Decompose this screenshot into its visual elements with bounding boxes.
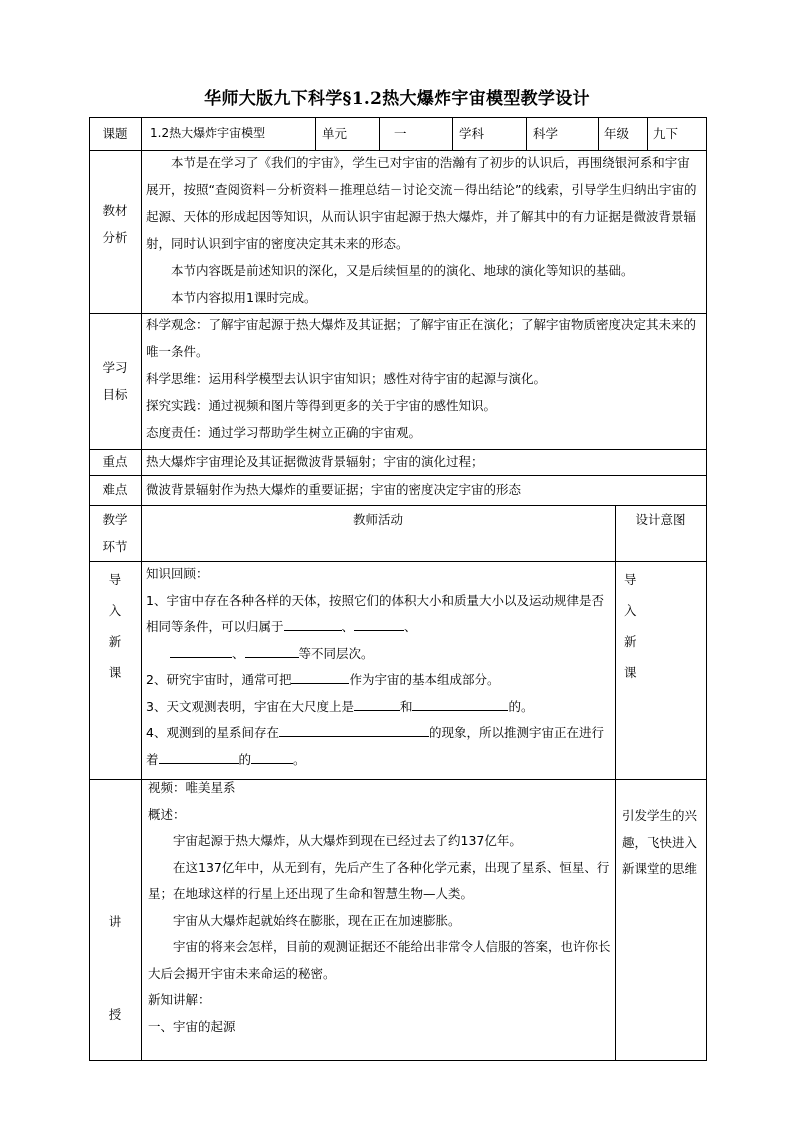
answer-blank[interactable] [412, 696, 508, 711]
answer-blank[interactable] [354, 616, 404, 631]
question-2: 2、研究宇宙时，通常可把 作为宇宙的基本组成部分。 [146, 667, 612, 694]
difficulty-text: 微波背景辐射作为热大爆炸的重要证据；宇宙的密度决定宇宙的形态 [146, 482, 522, 497]
stage-header: 教学 环节 [102, 512, 128, 554]
answer-blank[interactable] [291, 669, 349, 684]
subject-label: 学科 [459, 126, 485, 141]
analysis-paragraph: 本节内容拟用1课时完成。 [171, 290, 317, 305]
goal-item: 探究实践：通过视频和图片等得到更多的关于宇宙的感性知识。 [146, 398, 497, 413]
analysis-label: 教材 分析 [102, 203, 128, 245]
goals-content [146, 311, 704, 446]
unit-label: 单元 [322, 126, 348, 141]
section-heading: 一、宇宙的起源 [148, 1018, 236, 1034]
document-title: 华师大版九下科学§1.2热大爆炸宇宙模型教学设计 [204, 89, 590, 109]
intro-stage-label: 导 入 新 课 [108, 572, 122, 680]
analysis-content [146, 149, 702, 311]
lecture-stage-label-1: 讲 [108, 914, 122, 929]
intro-intent: 导 入 新 课 [624, 572, 637, 680]
lecture-paragraph: 宇宙的将来会怎样，目前的观测证据还不能给出非常令人信服的答案，也许你长大后会揭开宇宙未来命运的秘密。 [148, 939, 611, 981]
goals-label: 学习 目标 [102, 360, 128, 402]
key-text: 热大爆炸宇宙理论及其证据微波背景辐射；宇宙的演化过程； [146, 454, 484, 469]
grade-label: 年级 [604, 126, 630, 141]
question-4: 4、观测到的星系间存在 的现象，所以推测宇宙正在进行着 的 。 [146, 720, 612, 773]
new-knowledge-title: 新知讲解： [148, 992, 211, 1007]
answer-blank[interactable] [245, 643, 299, 658]
lecture-intent: 引发学生的兴趣，飞快进入新课堂的思维 [622, 808, 698, 876]
grade-value: 九下 [653, 126, 679, 141]
topic-label: 课题 [102, 126, 128, 141]
goal-item: 科学思维：运用科学模型去认识宇宙知识；感性对待宇宙的起源与演化。 [146, 371, 547, 386]
key-label: 重点 [102, 454, 128, 469]
answer-blank[interactable] [284, 616, 342, 631]
answer-blank[interactable] [170, 643, 232, 658]
unit-value: 一 [394, 126, 407, 141]
answer-blank[interactable] [159, 749, 239, 764]
goal-item: 态度责任：通过学习帮助学生树立正确的宇宙观。 [146, 425, 422, 440]
lecture-paragraph: 宇宙起源于热大爆炸，从大爆炸到现在已经过去了约137亿年。 [173, 833, 522, 848]
lecture-activity [148, 775, 614, 1040]
lecture-stage-label-2: 授 [108, 1007, 122, 1022]
answer-blank[interactable] [279, 722, 429, 737]
topic-value: 1.2热大爆炸宇宙模型 [150, 126, 266, 140]
subject-value: 科学 [533, 126, 559, 141]
goal-item: 科学观念：了解宇宙起源于热大爆炸及其证据；了解宇宙正在演化；了解宇宙物质密度决定其未来的唯一条件。 [146, 317, 697, 359]
teacher-activity-header: 教师活动 [352, 512, 403, 527]
video-line: 视频：唯美星系 [148, 780, 236, 795]
overview-title: 概述： [148, 806, 186, 822]
analysis-paragraph: 本节是在学习了《我们的宇宙》，学生已对宇宙的浩瀚有了初步的认识后，再围绕银河系和宇宙展开，按照“查阅资料－分析资料－推理总结－讨论交流－得出结论”的线索，引导学生归纳出宇宙的起源、天体的形成起因等知识，从而认识宇宙起源于热大爆炸，并了解其中的有力证据是微波背景辐射，同时认识到宇宙的密度决定其未来的形态。 [146, 155, 697, 251]
answer-blank[interactable] [251, 749, 293, 764]
question-3: 3、天文观测表明，宇宙在大尺度上是 和 的。 [146, 694, 612, 721]
lecture-paragraph: 在这137亿年中，从无到有，先后产生了各种化学元素，出现了星系、恒星、行星；在地球这样的行星上还出现了生命和智慧生物—人类。 [148, 859, 610, 901]
design-intent-header: 设计意图 [635, 512, 686, 527]
analysis-paragraph: 本节内容既是前述知识的深化，又是后续恒星的的演化、地球的演化等知识的基础。 [171, 263, 634, 278]
intro-activity [146, 561, 612, 773]
question-1: 1、宇宙中存在各种各样的天体，按照它们的体积大小和质量大小以及运动规律是否相同等条件，可以归属于 、 、 、 等不同层次。 [146, 592, 604, 661]
answer-blank[interactable] [354, 696, 400, 711]
lecture-paragraph: 宇宙从大爆炸起就始终在膨胀，现在正在加速膨胀。 [173, 912, 461, 928]
difficulty-label: 难点 [102, 482, 128, 497]
review-title: 知识回顾： [146, 566, 209, 581]
